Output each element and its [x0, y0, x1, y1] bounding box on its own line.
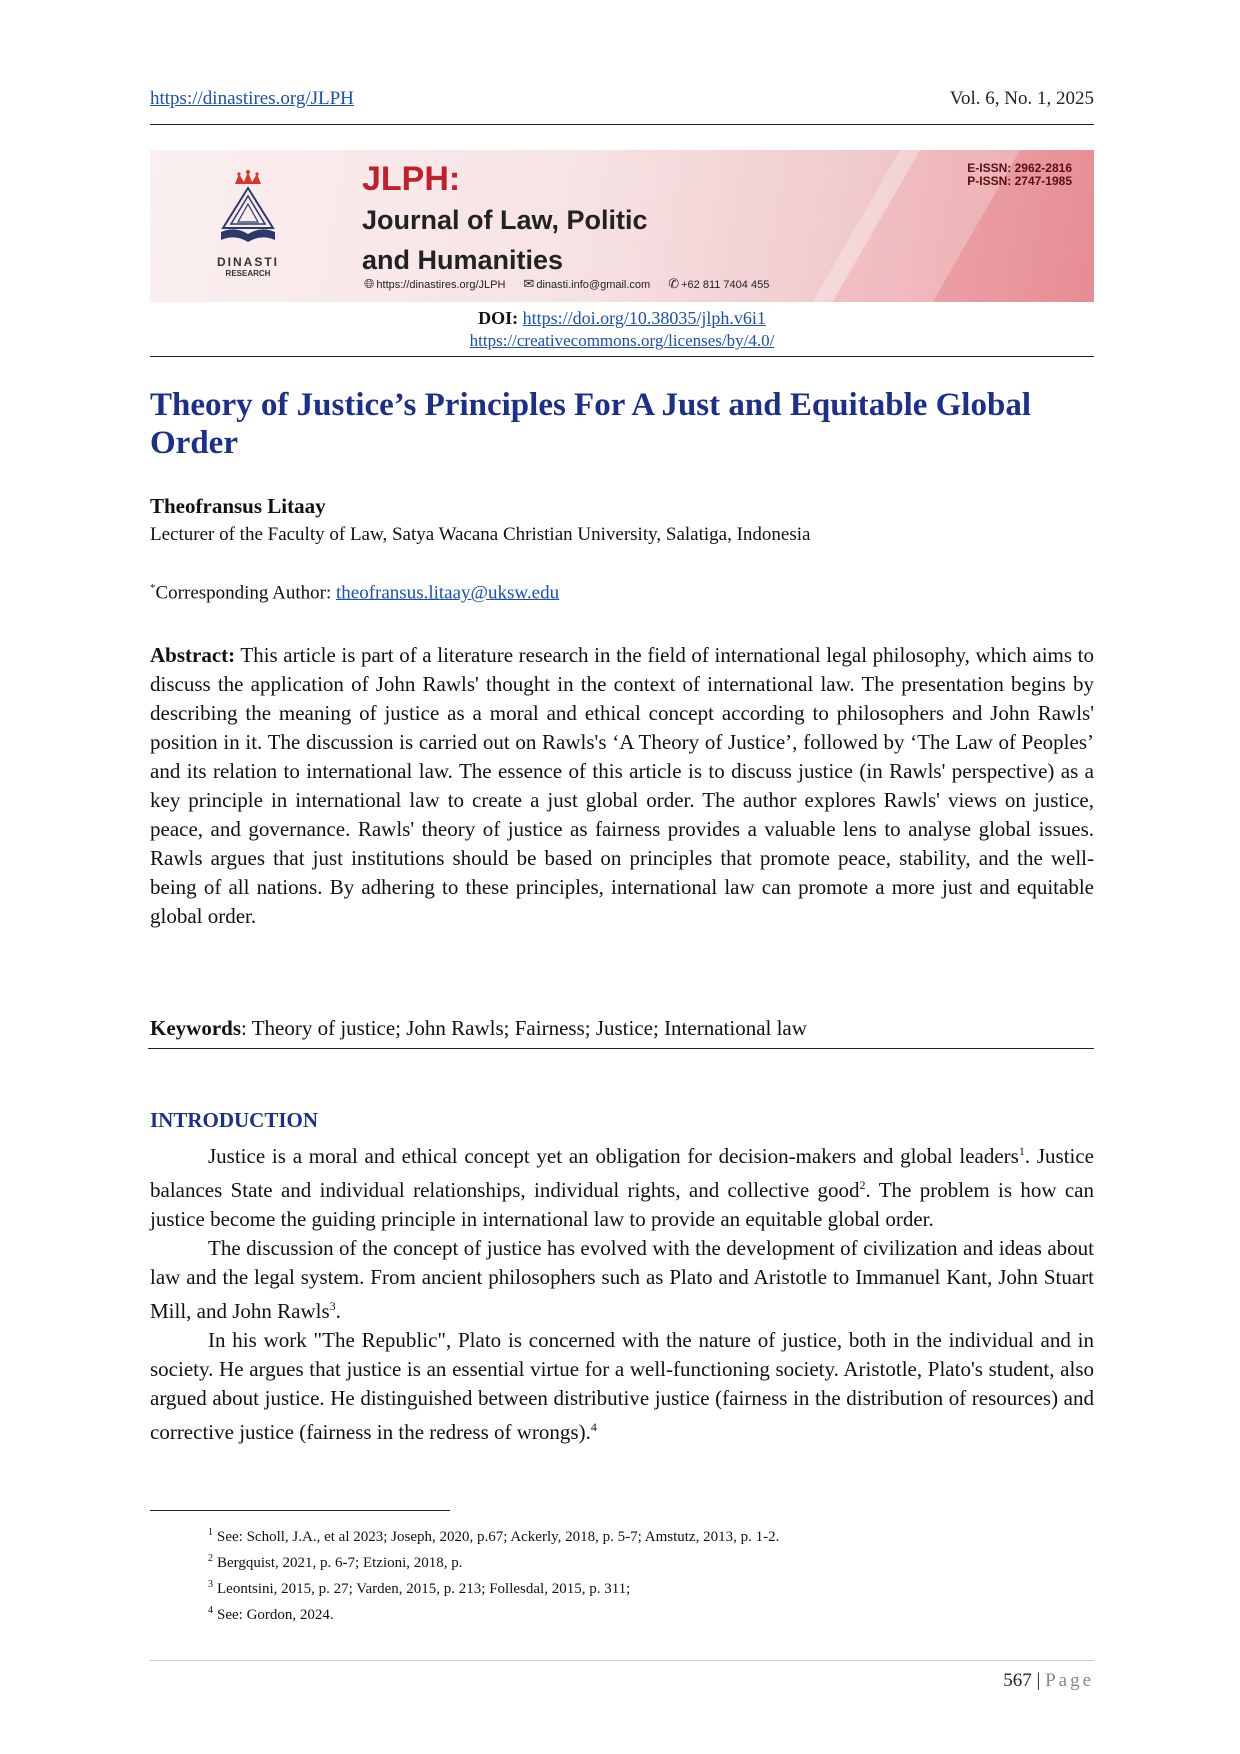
- author-name: Theofransus Litaay: [150, 494, 326, 518]
- logo-name: DINASTI: [217, 255, 279, 269]
- volume-info: Vol. 6, No. 1, 2025: [949, 88, 1094, 109]
- footnote-number: 2: [208, 1553, 213, 1564]
- footnote-divider: [150, 1510, 450, 1511]
- footnote-number: 1: [208, 1527, 213, 1538]
- banner-contacts: [364, 276, 769, 292]
- logo-subtitle: RESEARCH: [225, 269, 271, 278]
- text-run: The discussion of the concept of justice has evolved with the development of civilization and ideas about law and the legal system. From ancient philosophers such as Plato and Aristotle to Immanuel Kant, John Stuart Mill, and John Rawls: [150, 1236, 1094, 1323]
- text-run: In his work "The Republic", Plato is concerned with the nature of justice, both in the individual and in society. He argues that justice is an essential virtue for a well-functioning society. Aristotle, Plato's student, also argued about justice. He distinguished between distributive justice (fairness in the distribution of resources) and corrective justice (fairness in the redress of wrongs).: [150, 1328, 1094, 1444]
- banner-website-text: https://dinastires.org/JLPH: [376, 279, 506, 291]
- footnote: [208, 1574, 779, 1600]
- banner-email-text: dinasti.info@gmail.com: [536, 279, 651, 291]
- license-line: [150, 331, 1094, 351]
- abstract-text: This article is part of a literature research in the field of international legal philosophy, which aims to discuss the application of John Rawls' thought in the context of international law. The presentation begins by describing the meaning of justice as a moral and ethical concept according to philosophers and John Rawls' position in it. The discussion is carried out on Rawls's ‘A Theory of Justice’, followed by ‘The Law of Peoples’ and its relation to international law. The essence of this article is to discuss justice (in Rawls' perspective) as a key principle in international law to create a just global order. The author explores Rawls' views on justice, peace, and governance. Rawls' theory of justice as fairness provides a valuable lens to analyse global issues. Rawls argues that just institutions should be based on principles that promote peace, stability, and the well-being of all nations. By adhering to these principles, international law can promote a more just and equitable global order.: [150, 643, 1094, 928]
- license-link[interactable]: https://creativecommons.org/licenses/by/4.0/: [469, 331, 775, 350]
- banner-journal-name-line2: and Humanities: [362, 245, 564, 275]
- mail-icon: ✉: [523, 276, 535, 291]
- doi-label: DOI:: [478, 308, 519, 328]
- corr-email-link[interactable]: theofransus.litaay@uksw.edu: [336, 582, 560, 604]
- paragraph: [150, 1137, 1094, 1234]
- p-issn: P-ISSN: 2747-1985: [967, 174, 1072, 188]
- introduction-body: [150, 1137, 1094, 1447]
- issn-block: [967, 162, 1072, 188]
- banner-journal-acronym: JLPH:: [362, 160, 461, 198]
- abstract: [150, 641, 1094, 931]
- footnote-ref[interactable]: 2: [859, 1178, 866, 1192]
- footnote: [208, 1600, 779, 1626]
- page-number: [1003, 1670, 1094, 1692]
- doi-divider: [150, 356, 1094, 357]
- section-heading-introduction: INTRODUCTION: [150, 1108, 319, 1132]
- banner-journal-name: [362, 200, 648, 280]
- corr-mark: *: [150, 582, 156, 594]
- footnote-ref[interactable]: 1: [1018, 1144, 1025, 1158]
- corresponding-author: [150, 582, 559, 604]
- keywords-label: Keywords: [150, 1016, 241, 1040]
- keywords: [150, 1016, 807, 1041]
- article-title: [150, 386, 1090, 462]
- page-separator: |: [1031, 1670, 1046, 1691]
- doi-line: [150, 308, 1094, 329]
- footnotes: [208, 1522, 779, 1626]
- footnote-ref[interactable]: 3: [329, 1299, 336, 1313]
- author-affiliation: Lecturer of the Faculty of Law, Satya Wacana Christian University, Salatiga, Indonesia: [150, 524, 811, 545]
- paragraph: [150, 1234, 1094, 1326]
- keywords-divider: [148, 1048, 1094, 1049]
- footnote-text: Bergquist, 2021, p. 6-7; Etzioni, 2018, p.: [217, 1555, 463, 1571]
- text-run: . Justice balances State and individual relationships, individual rights, and collective good: [150, 1144, 1095, 1202]
- text-run: . The problem is how can justice become the guiding principle in international law to provide an equitable global order.: [150, 1178, 1094, 1231]
- phone-icon: ✆: [668, 276, 680, 291]
- footnote: [208, 1548, 779, 1574]
- text-run: Justice is a moral and ethical concept yet an obligation for decision-makers and global leaders: [208, 1144, 1019, 1168]
- journal-banner: [150, 150, 1094, 302]
- footnote: [208, 1522, 779, 1548]
- globe-icon: 🌐︎: [364, 276, 375, 291]
- article-title-line1: Theory of Justice’s Principles For A Just and Equitable Global: [150, 387, 1031, 423]
- keywords-text: : Theory of justice; John Rawls; Fairness; Justice; International law: [241, 1016, 807, 1040]
- banner-email: [523, 276, 650, 292]
- footnote-text: Leontsini, 2015, p. 27; Varden, 2015, p. 213; Follesdal, 2015, p. 311;: [217, 1581, 631, 1597]
- journal-url-link[interactable]: https://dinastires.org/JLPH: [150, 88, 354, 109]
- abstract-label: Abstract:: [150, 643, 236, 667]
- e-issn: E-ISSN: 2962-2816: [967, 161, 1072, 175]
- banner-website: [364, 276, 505, 292]
- footnote-ref[interactable]: 4: [590, 1420, 597, 1434]
- footer-divider: [150, 1660, 1094, 1661]
- footnote-number: 3: [208, 1579, 213, 1590]
- banner-phone: [668, 276, 769, 292]
- header-divider: [150, 124, 1094, 125]
- banner-journal-name-line1: Journal of Law, Politic: [362, 205, 648, 235]
- footnote-text: See: Scholl, J.A., et al 2023; Joseph, 2020, p.67; Ackerly, 2018, p. 5-7; Amstutz, 2013, p. 1-2.: [217, 1529, 780, 1545]
- dinasti-logo: [198, 170, 298, 278]
- banner-phone-text: +62 811 7404 455: [681, 279, 770, 291]
- page-number-value: 567: [1003, 1670, 1032, 1691]
- article-title-line2: Order: [150, 425, 238, 461]
- page-label: Page: [1045, 1670, 1094, 1691]
- footnote-text: See: Gordon, 2024.: [217, 1607, 334, 1623]
- paragraph: [150, 1326, 1094, 1447]
- text-run: .: [335, 1299, 341, 1323]
- doi-link[interactable]: https://doi.org/10.38035/jlph.v6i1: [522, 308, 766, 328]
- footnote-number: 4: [208, 1605, 213, 1616]
- crown-book-icon: [213, 170, 283, 248]
- corr-label: Corresponding Author:: [155, 582, 336, 604]
